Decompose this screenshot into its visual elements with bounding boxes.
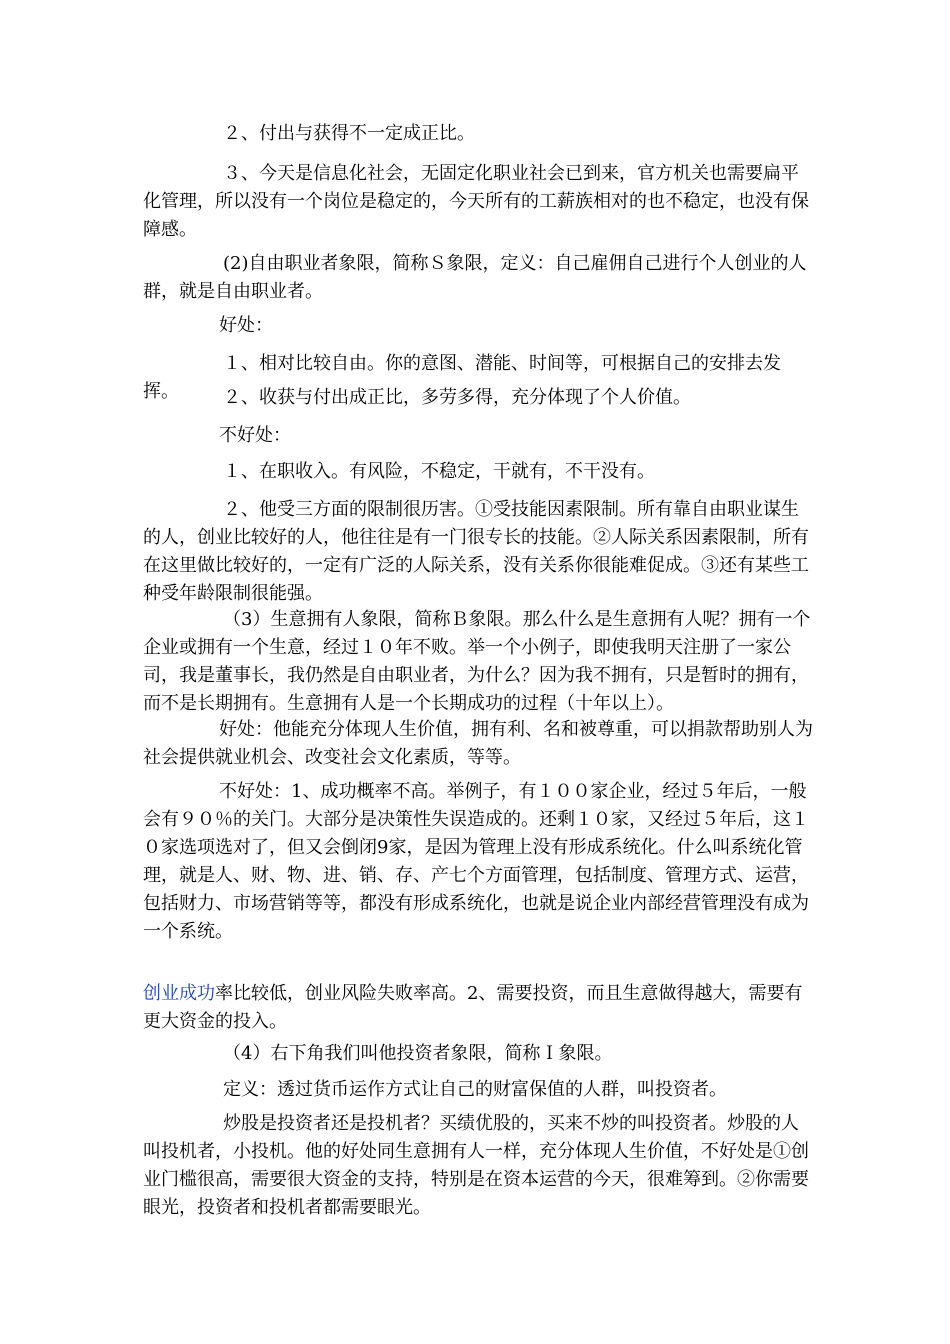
paragraph-6: ２、收获与付出成正比，多劳多得，充分体现了个人价值。 xyxy=(223,387,691,408)
paragraph-7: 不好处： xyxy=(219,425,291,446)
paragraph-5: １、相对比较自由。你的意图、潜能、时间等，可根据自己的安排去发挥。 xyxy=(143,353,781,402)
paragraph-2: ３、今天是信息化社会，无固定化职业社会已到来，官方机关也需要扁平化管理，所以没有一个岗位是稳定的，今天所有的工薪族相对的也不稳定，也没有保障感。 xyxy=(143,163,809,240)
paragraph-9: ２、他受三方面的限制很历害。①受技能因素限制。所有靠自由职业谋生的人，创业比较好的人，他往往是有一门很专长的技能。②人际关系因素限制，所有在这里做比较好的，一定有广泛的人际关系，没有关系你很能难促成。③还有某些工种受年龄限制很能强。 xyxy=(143,499,809,604)
paragraph-13 xyxy=(143,980,813,1036)
paragraph-8: １、在职收入。有风险，不稳定，干就有，不干没有。 xyxy=(223,461,655,482)
paragraph-12: 不好处：1、成功概率不高。举例子，有１００家企业，经过５年后，一般会有９０％的关门。大部分是决策性失误造成的。还剩１０家，又经过５年后，这１０家选项选对了，但又会倒闭9家，是因为管理上没有形成系统化。什么叫系统化管理，就是人、财、物、进、销、存、产七个方面管理，包括制度、管理方式、运营，包括财力、市场营销等等，都没有形成系统化，也就是说企业内部经营管理没有成为一个系统。 xyxy=(143,781,809,942)
paragraph-16: 炒股是投资者还是投机者？买绩优股的，买来不炒的叫投资者。炒股的人叫投机者，小投机。他的好处同生意拥有人一样，充分体现人生价值，不好处是①创业门槛很高，需要很大资金的支持，特别是在资本运营的今天，很难筹到。②你需要眼光，投资者和投机者都需要眼光。 xyxy=(143,1113,809,1218)
paragraph-3: (2)自由职业者象限，简称Ｓ象限，定义：自己雇佣自己进行个人创业的人群，就是自由职业者。 xyxy=(143,253,807,302)
paragraph-10: （3）生意拥有人象限，简称Ｂ象限。那么什么是生意拥有人呢？拥有一个企业或拥有一个生意，经过１０年不败。举一个小例子，即使我明天注册了一家公司，我是董事长，我仍然是自由职业者，为什么？因为我不拥有，只是暂时的拥有，而不是长期拥有。生意拥有人是一个长期成功的过程（十年以上）。 xyxy=(143,609,811,714)
paragraph-14: （4）右下角我们叫他投资者象限，简称Ｉ象限。 xyxy=(223,1043,613,1064)
link-startup-success[interactable]: 创业成功 xyxy=(143,983,215,1004)
paragraph-13-text: 率比较低，创业风险失败率高。2、需要投资，而且生意做得越大，需要有更大资金的投入。 xyxy=(143,983,803,1032)
paragraph-11: 好处：他能充分体现人生价值，拥有利、名和被尊重，可以捐款帮助别人为社会提供就业机会、改变社会文化素质，等等。 xyxy=(143,719,813,768)
paragraph-15: 定义：透过货币运作方式让自己的财富保值的人群，叫投资者。 xyxy=(223,1079,727,1100)
paragraph-4: 好处： xyxy=(219,315,273,336)
paragraph-1: ２、付出与获得不一定成正比。 xyxy=(223,123,475,144)
